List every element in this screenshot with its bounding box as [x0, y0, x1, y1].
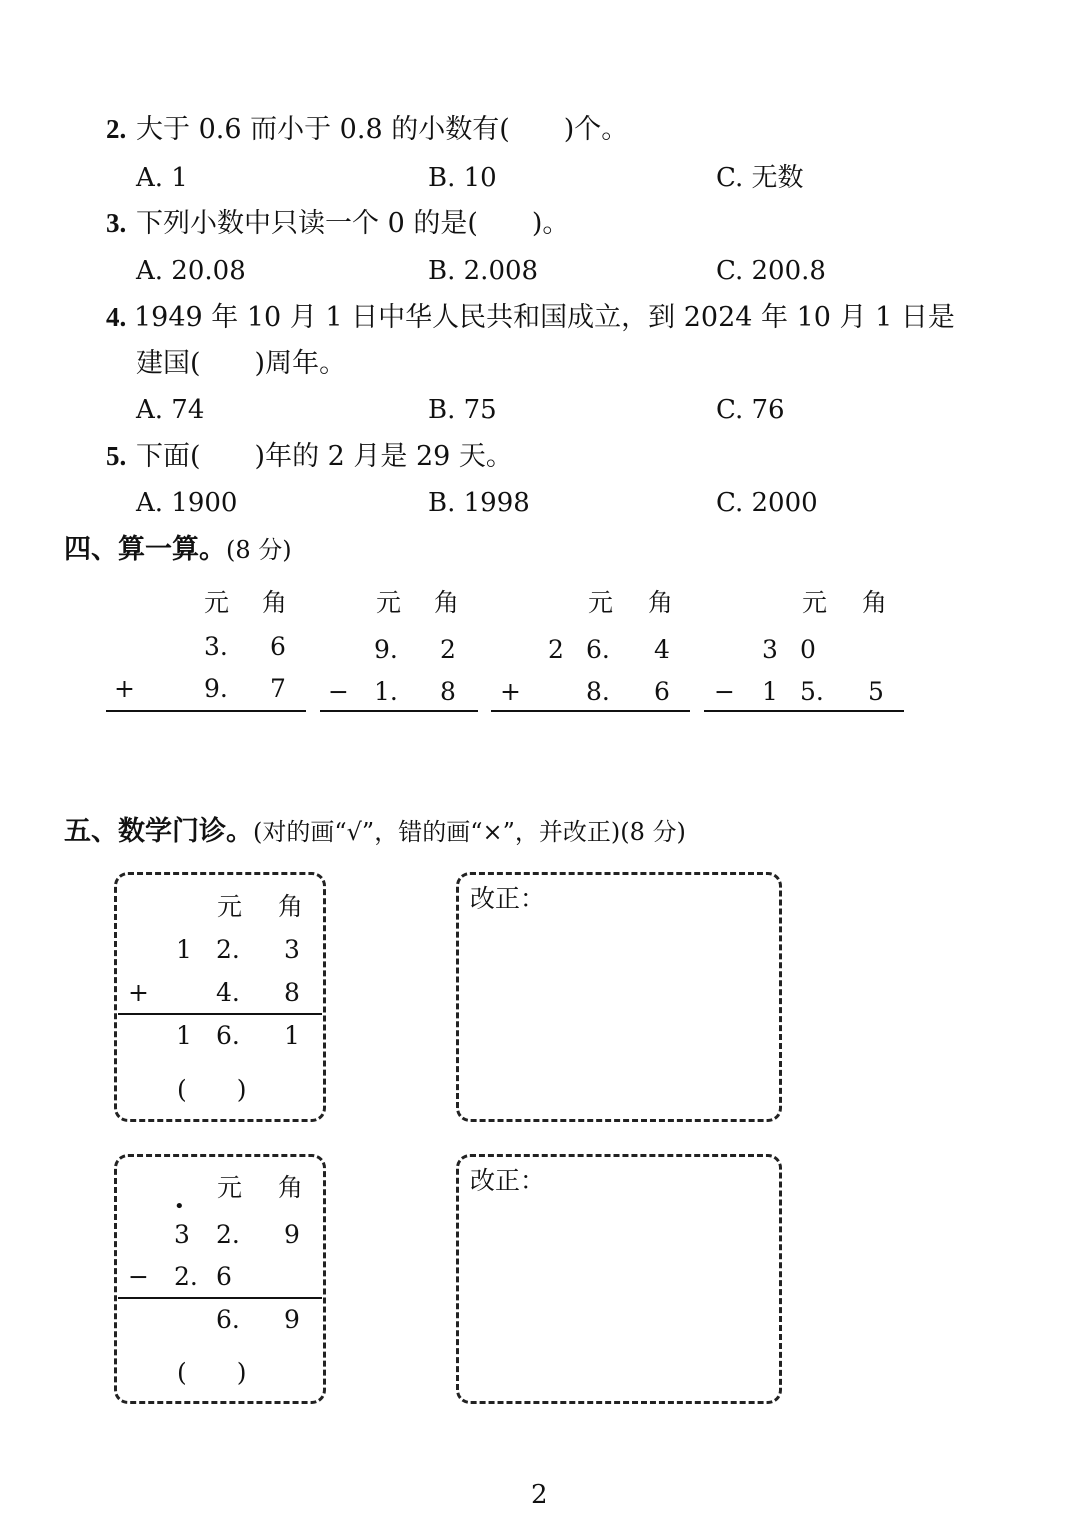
- sum-line: [491, 710, 690, 712]
- option-b: B. 75: [428, 395, 497, 425]
- sum-line: [118, 1297, 322, 1299]
- plus-sign: +: [114, 674, 135, 703]
- digit: 7: [270, 674, 286, 703]
- digit: 3.: [204, 632, 228, 661]
- digit: 6.: [586, 635, 610, 664]
- digit: 4: [654, 635, 670, 664]
- digit: 1: [176, 935, 192, 964]
- unit-yuan: 元: [217, 1173, 243, 1202]
- minus-sign: −: [328, 677, 349, 706]
- option-c: C. 76: [716, 395, 785, 425]
- digit: 2: [440, 635, 456, 664]
- digit: 2: [548, 635, 564, 664]
- digit: 6: [216, 1262, 232, 1291]
- section-title: 五、数学门诊。: [64, 816, 253, 847]
- digit: 5.: [800, 677, 824, 706]
- digit: 0: [800, 635, 816, 664]
- digit: 9: [284, 1220, 300, 1249]
- unit-yuan: 元: [204, 588, 230, 617]
- plus-sign: +: [128, 978, 149, 1007]
- sum-line: [118, 1013, 322, 1015]
- option-b: B. 10: [428, 163, 497, 193]
- digit: 9.: [204, 674, 228, 703]
- page-number: 2: [531, 1480, 548, 1510]
- minus-sign: −: [128, 1262, 149, 1291]
- unit-jiao: 角: [434, 588, 460, 617]
- correction-label: 改正：: [470, 884, 546, 913]
- digit: 2.: [174, 1262, 198, 1291]
- option-a: A. 1900: [136, 488, 238, 518]
- digit: 9: [284, 1305, 300, 1334]
- section-score: (8 分): [226, 536, 292, 564]
- sum-line: [320, 710, 478, 712]
- option-c: C. 200.8: [716, 256, 826, 286]
- digit: 1.: [374, 677, 398, 706]
- option-a: A. 74: [136, 395, 205, 425]
- correction-label: 改正：: [470, 1166, 546, 1195]
- question-text: 大于 0.6 而小于 0.8 的小数有( )个。: [136, 114, 629, 145]
- unit-yuan: 元: [588, 588, 614, 617]
- sum-line: [704, 710, 904, 712]
- unit-jiao: 角: [278, 1173, 304, 1202]
- borrow-dot: •: [174, 1196, 185, 1217]
- digit: 6: [270, 632, 286, 661]
- unit-yuan: 元: [376, 588, 402, 617]
- digit: 6: [654, 677, 670, 706]
- question-number: 5.: [106, 441, 127, 471]
- unit-jiao: 角: [262, 588, 288, 617]
- question-text-line2: 建国( )周年。: [136, 348, 347, 379]
- digit: 3: [762, 635, 778, 664]
- question-number: 4.: [106, 302, 127, 332]
- digit: 1: [762, 677, 778, 706]
- section-5-heading: [64, 818, 686, 845]
- option-c: C. 无数: [716, 163, 804, 193]
- question-number: 3.: [106, 208, 127, 238]
- unit-jiao: 角: [278, 892, 304, 921]
- option-b: B. 2.008: [428, 256, 539, 286]
- digit: 4.: [216, 978, 240, 1007]
- option-a: A. 1: [136, 163, 188, 193]
- digit: 8: [440, 677, 456, 706]
- unit-yuan: 元: [802, 588, 828, 617]
- section-4-heading: [64, 536, 292, 563]
- digit: 5: [868, 677, 884, 706]
- digit: 8: [284, 978, 300, 1007]
- digit: 6.: [216, 1305, 240, 1334]
- judge-answer-blank[interactable]: ( ): [177, 1075, 247, 1104]
- option-a: A. 20.08: [136, 256, 246, 286]
- section-title: 四、算一算。: [64, 534, 226, 565]
- digit: 6.: [216, 1021, 240, 1050]
- option-c: C. 2000: [716, 488, 818, 518]
- digit: 2.: [216, 1220, 240, 1249]
- unit-yuan: 元: [217, 892, 243, 921]
- digit: 1: [176, 1021, 192, 1050]
- digit: 1: [284, 1021, 300, 1050]
- unit-jiao: 角: [862, 588, 888, 617]
- question-text: 下列小数中只读一个 0 的是( )。: [136, 208, 570, 239]
- digit: 8.: [586, 677, 610, 706]
- digit: 9.: [374, 635, 398, 664]
- question-text: 1949 年 10 月 1 日中华人民共和国成立，到 2024 年 10 月 1 日是: [134, 302, 955, 333]
- section-instruction: (对的画“√”，错的画“×”，并改正)(8 分): [253, 818, 686, 846]
- minus-sign: −: [714, 677, 735, 706]
- question-number: 2.: [106, 114, 127, 144]
- digit: 3: [174, 1220, 190, 1249]
- option-b: B. 1998: [428, 488, 530, 518]
- question-text: 下面( )年的 2 月是 29 天。: [136, 441, 513, 472]
- digit: 3: [284, 935, 300, 964]
- plus-sign: +: [500, 677, 521, 706]
- digit: 2.: [216, 935, 240, 964]
- unit-jiao: 角: [648, 588, 674, 617]
- sum-line: [106, 710, 306, 712]
- judge-answer-blank[interactable]: ( ): [177, 1358, 247, 1387]
